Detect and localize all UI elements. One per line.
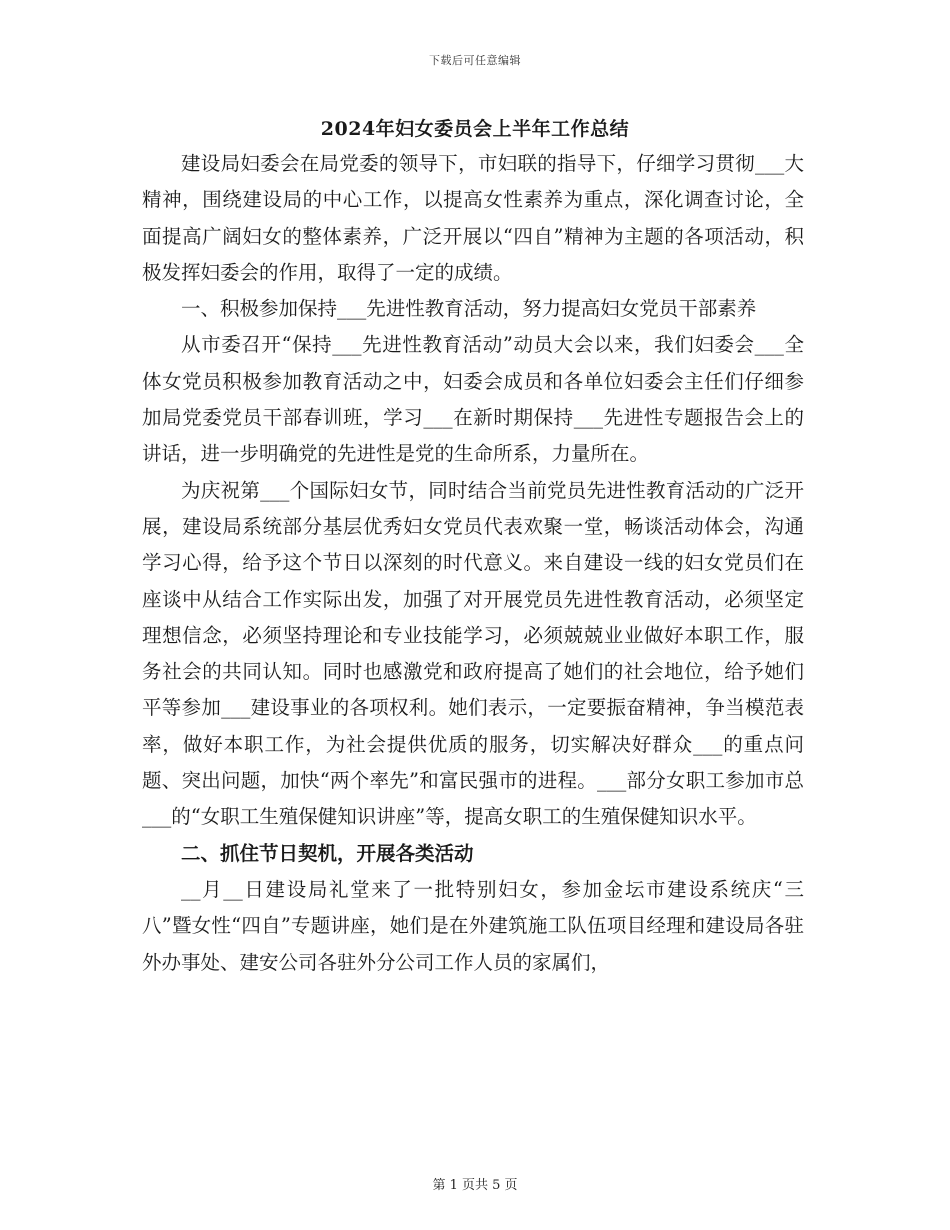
section-heading-1: 一、积极参加保持___先进性教育活动，努力提高妇女党员干部素养 xyxy=(181,297,757,321)
header-note: 下载后可任意编辑 xyxy=(429,54,521,67)
paragraph-section-2a: __月__日建设局礼堂来了一批特别妇女，参加金坛市建设系统庆“三八”暨女性“四自”专题讲座，她们是在外建筑施工队伍项目经理和建设局各驻外办事处、建安公司各驻外分公司工作人员的家属们， xyxy=(142,877,804,974)
paragraph-section-1a: 从市委召开“保持___先进性教育活动”动员大会以来，我们妇委会___全体女党员积极参加教育活动之中，妇委会成员和各单位妇委会主任们仔细参加局党委党员干部春训班，学习___在新时期保持___先进性专题报告会上的讲话，进一步明确党的先进性是党的生命所系，力量所在。 xyxy=(142,333,804,466)
document-title: 2024年妇女委员会上半年工作总结 xyxy=(320,118,630,140)
paragraph-section-1b: 为庆祝第___个国际妇女节，同时结合当前党员先进性教育活动的广泛开展，建设局系统部分基层优秀妇女党员代表欢聚一堂，畅谈活动体会，沟通学习心得，给予这个节日以深刻的时代意义。来自建设一线的妇女党员们在座谈中从结合工作实际出发，加强了对开展党员先进性教育活动，必须坚定理想信念，必须坚持理论和专业技能学习，必须兢兢业业做好本职工作，服务社会的共同认知。同时也感激党和政府提高了她们的社会地位，给予她们平等参加___建设事业的各项权利。她们表示，一定要振奋精神，争当模范表率，做好本职工作，为社会提供优质的服务，切实解决好群众___的重点问题、突出问题，加快“两个率先”和富民强市的进程。___部分女职工参加市总___的“女职工生殖保健知识讲座”等，提高女职工的生殖保健知识水平。 xyxy=(142,478,804,829)
document-body xyxy=(142,146,804,981)
section-heading-2: 二、抓住节日契机，开展各类活动 xyxy=(181,841,474,865)
paragraph-intro: 建设局妇委会在局党委的领导下，市妇联的指导下，仔细学习贯彻___大精神，围绕建设局的中心工作，以提高女性素养为重点，深化调查讨论，全面提高广阔妇女的整体素养，广泛开展以“四自”精神为主题的各项活动，积极发挥妇委会的作用，取得了一定的成绩。 xyxy=(142,152,804,284)
page-footer: 第 1 页共 5 页 xyxy=(432,1178,518,1193)
